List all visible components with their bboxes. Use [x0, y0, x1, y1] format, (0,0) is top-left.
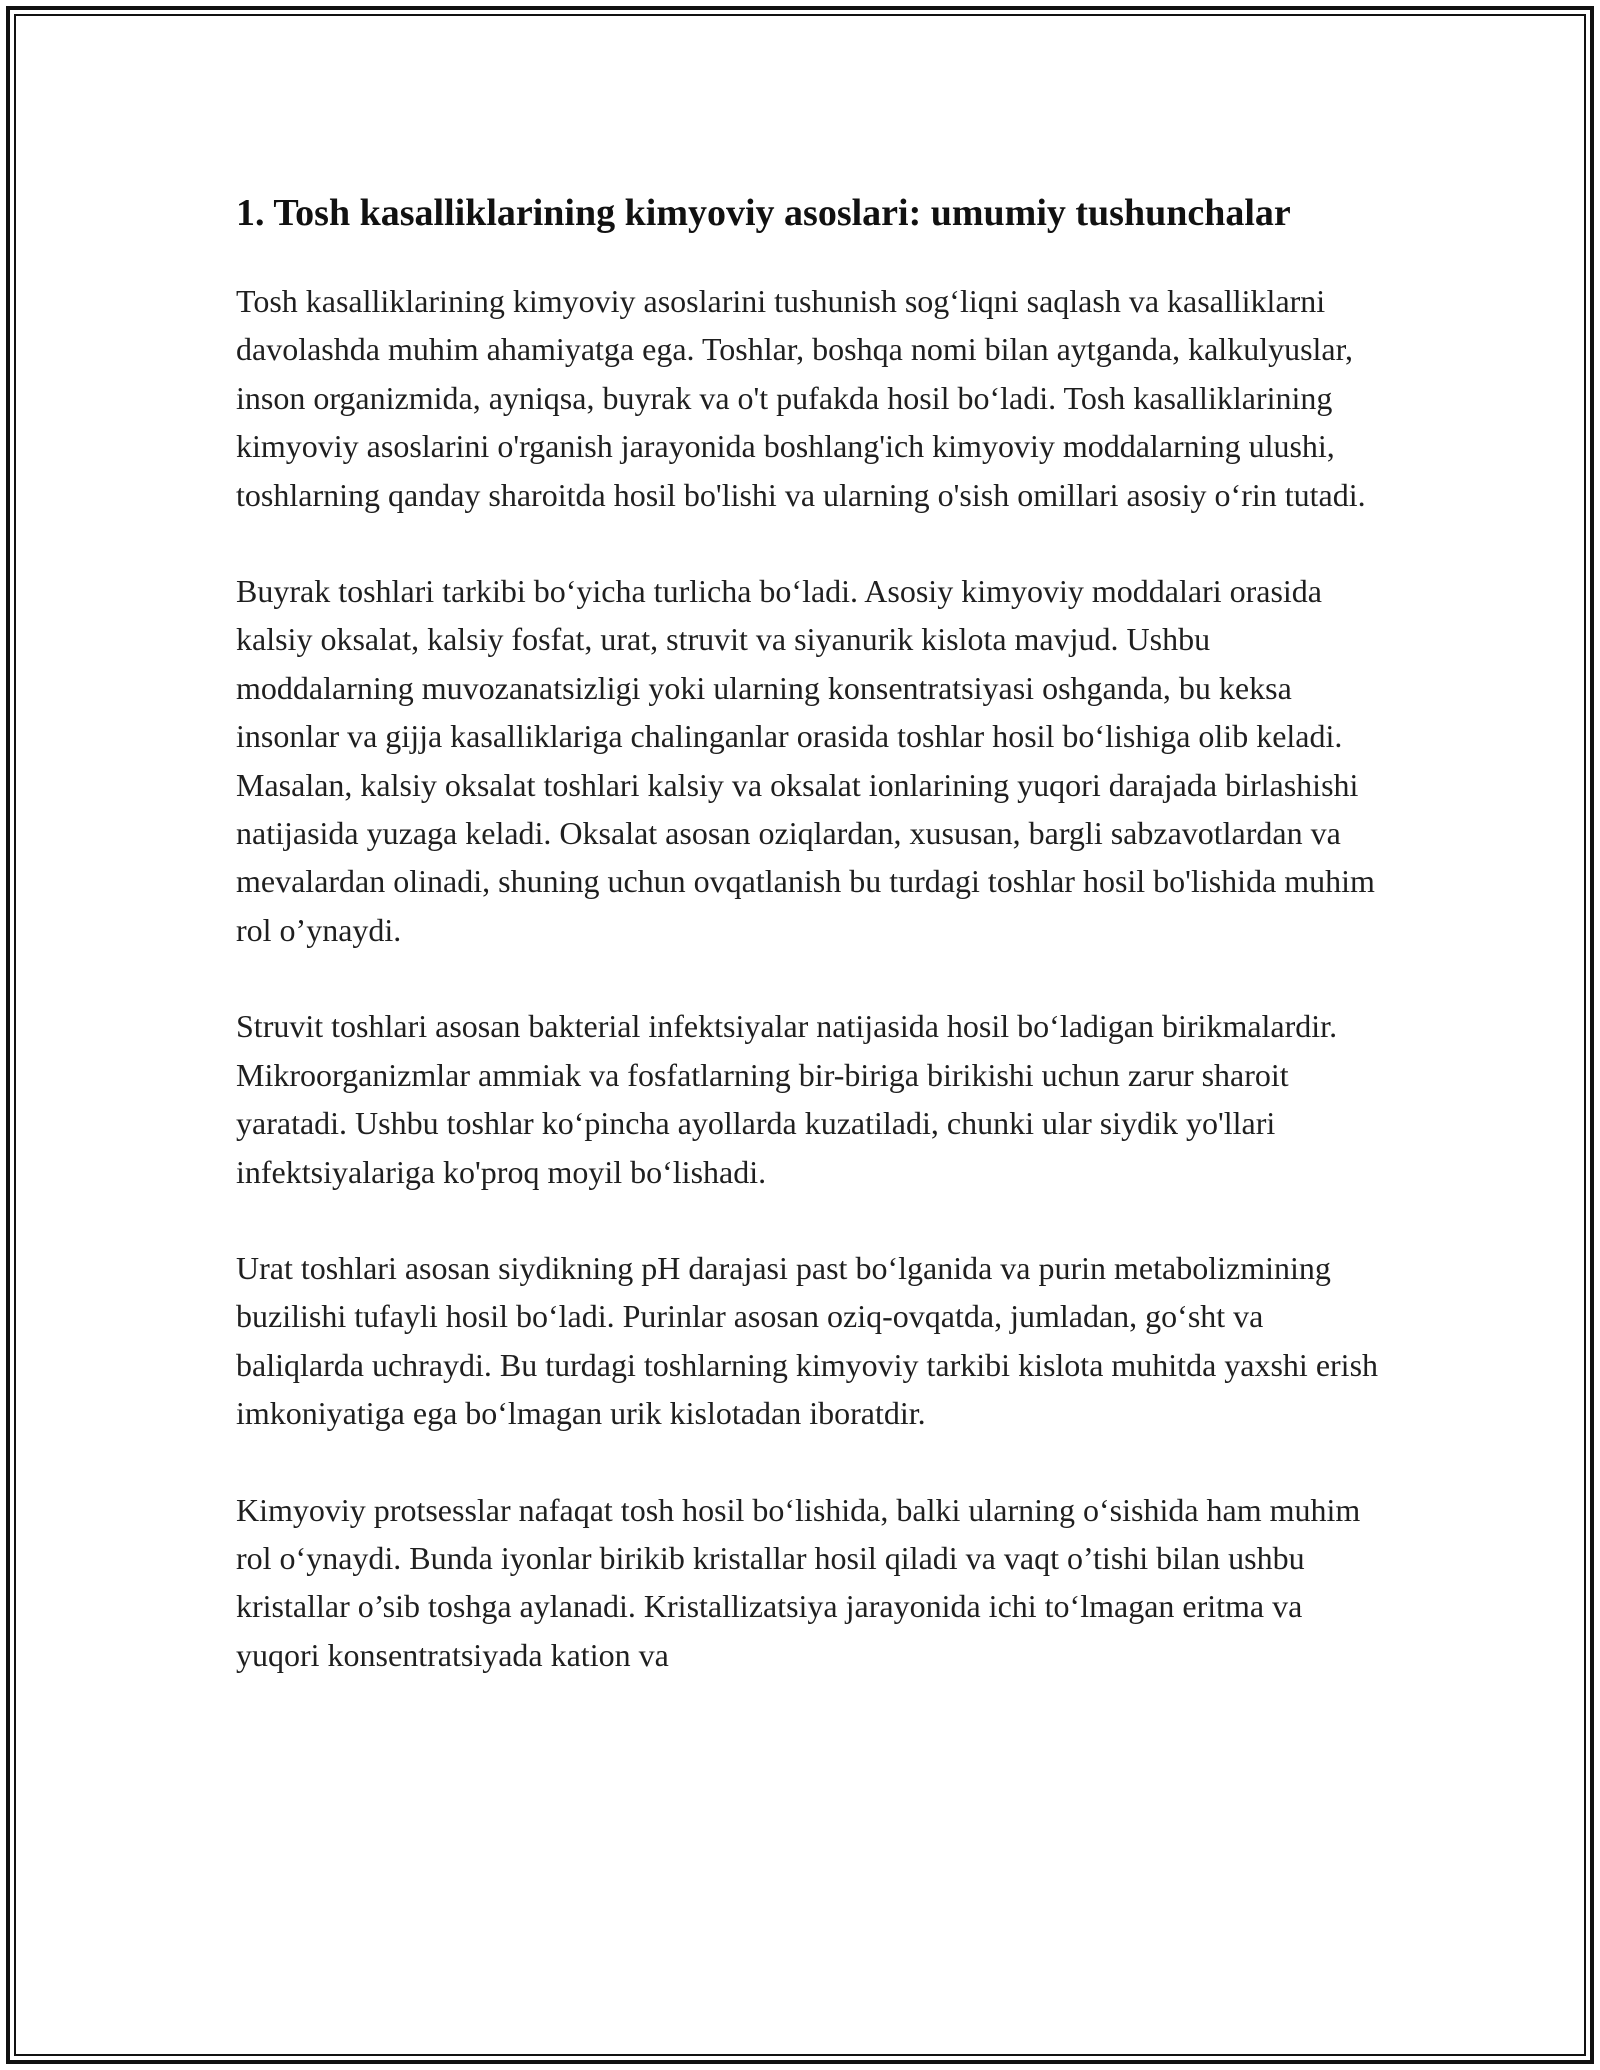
paragraph-urate-stones: Urat toshlari asosan siydikning pH darajasi past bo‘lganida va purin metabolizmining buzilishi tufayli hosil bo‘ladi. Purinlar asosan oziq-ovqatda, jumladan, go‘sht va baliqlarda uchraydi. Bu turdagi toshlarning kimyoviy tarkibi kislota muhitda yaxshi erish imkoniyatiga ega bo‘lmagan urik kislotadan iboratdir.	[236, 1249, 1379, 1432]
paragraph-chemical-processes: Kimyoviy protsesslar nafaqat tosh hosil bo‘lishida, balki ularning o‘sishida ham muhim rol o‘ynaydi. Bunda iyonlar birikib kristallar hosil qiladi va vaqt o’tishi bilan ushbu kristallar o’sib toshga aylanadi. Kristallizatsiya jarayonida ichi to‘lmagan eritma va yuqori konsentratsiyada kation va	[236, 1491, 1361, 1673]
paragraph-intro: Tosh kasalliklarining kimyoviy asoslarini tushunish sog‘liqni saqlash va kasalliklarni davolashda muhim ahamiyatga ega. Toshlar, boshqa nomi bilan aytganda, kalkulyuslar, inson organizmida, ayniqsa, buyrak va o't pufakda hosil bo‘ladi. Tosh kasalliklarining kimyoviy asoslarini o'rganish jarayonida boshlang'ich kimyoviy moddalarning ulushi, toshlarning qanday sharoitda hosil bo'lishi va ularning o'sish omillari asosiy o‘rin tutadi.	[236, 283, 1366, 513]
paragraph-kidney-stones: Buyrak toshlari tarkibi bo‘yicha turlicha bo‘ladi. Asosiy kimyoviy moddalari orasida kalsiy oksalat, kalsiy fosfat, urat, struvit va siyanurik kislota mavjud. Ushbu moddalarning muvozanatsizligi yoki ularning konsentratsiyasi oshganda, bu keksa insonlar va gijja kasalliklariga chalinganlar orasida toshlar hosil bo‘lishiga olib keladi. Masalan, kalsiy oksalat toshlari kalsiy va oksalat ionlarining yuqori darajada birlashishi natijasida yuzaga keladi. Oksalat asosan oziqlardan, xususan, bargli sabzavotlardan va mevalardan olinadi, shuning uchun ovqatlanish bu turdagi toshlar hosil bo'lishida muhim rol o’ynaydi.	[236, 573, 1375, 948]
paragraph-struvite-stones: Struvit toshlari asosan bakterial infektsiyalar natijasida hosil bo‘ladigan birikmalardir. Mikroorganizmlar ammiak va fosfatlarning bir-biriga birikishi uchun zarur sharoit yaratadi. Ushbu toshlar ko‘pincha ayollarda kuzatiladi, chunki ular siydik yo'llari infektsiyalariga ko'proq moyil bo‘lishadi.	[236, 1008, 1338, 1190]
section-heading: 1. Tosh kasalliklarining kimyoviy asoslari: umumiy tushunchalar	[236, 192, 1291, 234]
document-body	[236, 186, 1386, 1727]
